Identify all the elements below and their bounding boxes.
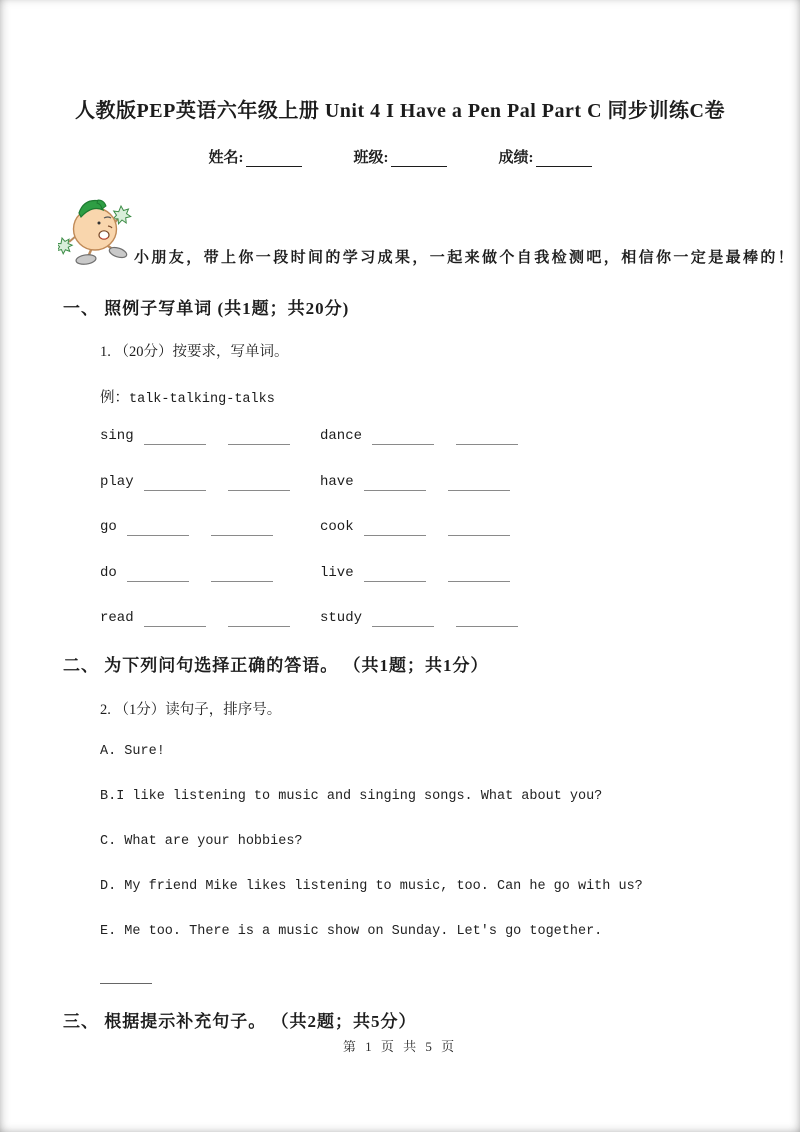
header-fields <box>0 146 800 167</box>
word-row <box>100 474 720 520</box>
sentence-item: E. Me too. There is a music show on Sunday. Let's go together. <box>100 924 603 939</box>
word-cell <box>320 610 518 627</box>
section1-heading: 一、 照例子写单词 (共1题；共20分) <box>63 299 350 318</box>
word-label: cook <box>320 519 354 535</box>
word-blank <box>144 476 206 491</box>
word-label: play <box>100 473 134 490</box>
class-label: 班级: <box>353 150 389 166</box>
word-label: sing <box>100 428 134 444</box>
word-cell <box>320 519 510 536</box>
word-blank <box>228 430 290 445</box>
class-blank <box>391 152 447 167</box>
word-blank <box>372 612 434 627</box>
class-field <box>354 146 447 167</box>
word-row <box>100 428 720 474</box>
word-blank <box>364 476 426 491</box>
word-cell <box>100 565 320 582</box>
word-blank <box>456 430 518 445</box>
sentence-item: B.I like listening to music and singing songs. What about you? <box>100 789 603 804</box>
score-blank <box>536 152 592 167</box>
word-blank <box>448 567 510 582</box>
word-blank <box>228 612 290 627</box>
question1-text: 1. （20分）按要求，写单词。 <box>100 344 289 360</box>
word-blank <box>144 612 206 627</box>
name-blank <box>246 152 302 167</box>
page-title: 人教版PEP英语六年级上册 Unit 4 I Have a Pen Pal Part C 同步训练C卷 <box>75 100 725 122</box>
word-cell <box>100 610 320 627</box>
example-value: talk-talking-talks <box>129 392 275 407</box>
name-field <box>209 146 302 167</box>
ordering-answer-blank <box>100 968 152 984</box>
sentence-list <box>100 744 643 969</box>
section3-heading: 三、 根据提示补充句子。 （共2题；共5分） <box>63 1012 417 1031</box>
word-blank <box>211 521 273 536</box>
word-label: do <box>100 564 117 581</box>
word-blank <box>211 567 273 582</box>
word-cell <box>100 428 320 445</box>
sentence-item: A. Sure! <box>100 744 165 759</box>
mascot-cartoon-boy-icon <box>58 190 134 266</box>
word-conjugation-grid <box>100 428 720 656</box>
word-label: read <box>100 610 134 626</box>
intro-text: 小朋友，带上你一段时间的学习成果，一起来做个自我检测吧，相信你一定是最棒的！ <box>134 250 796 266</box>
name-label: 姓名: <box>208 150 244 166</box>
word-label: live <box>320 564 354 581</box>
page-footer: 第 1 页 共 5 页 <box>342 1039 458 1054</box>
word-blank <box>448 476 510 491</box>
word-cell <box>320 474 510 491</box>
word-blank <box>228 476 290 491</box>
word-blank <box>448 521 510 536</box>
word-label: study <box>320 610 363 626</box>
score-label: 成绩: <box>498 150 534 166</box>
word-cell <box>100 474 320 491</box>
word-label: go <box>100 519 117 535</box>
sentence-item: C. What are your hobbies? <box>100 834 303 849</box>
word-cell <box>320 428 518 445</box>
word-row <box>100 519 720 565</box>
sentence-item: D. My friend Mike likes listening to music, too. Can he go with us? <box>100 879 643 894</box>
example-label: 例： <box>100 390 129 406</box>
word-blank <box>127 521 189 536</box>
word-cell <box>320 565 510 582</box>
word-label: have <box>320 473 354 490</box>
word-blank <box>364 521 426 536</box>
word-row <box>100 565 720 611</box>
section2-heading: 二、 为下列问句选择正确的答语。 （共1题；共1分） <box>63 656 489 675</box>
word-blank <box>456 612 518 627</box>
question2-text: 2. （1分）读句子，排序号。 <box>100 702 282 718</box>
word-label: dance <box>320 428 363 444</box>
word-blank <box>144 430 206 445</box>
word-blank <box>127 567 189 582</box>
word-cell <box>100 519 320 536</box>
word-blank <box>372 430 434 445</box>
word-row <box>100 610 720 656</box>
word-blank <box>364 567 426 582</box>
example-line <box>100 386 275 407</box>
score-field <box>499 146 592 167</box>
